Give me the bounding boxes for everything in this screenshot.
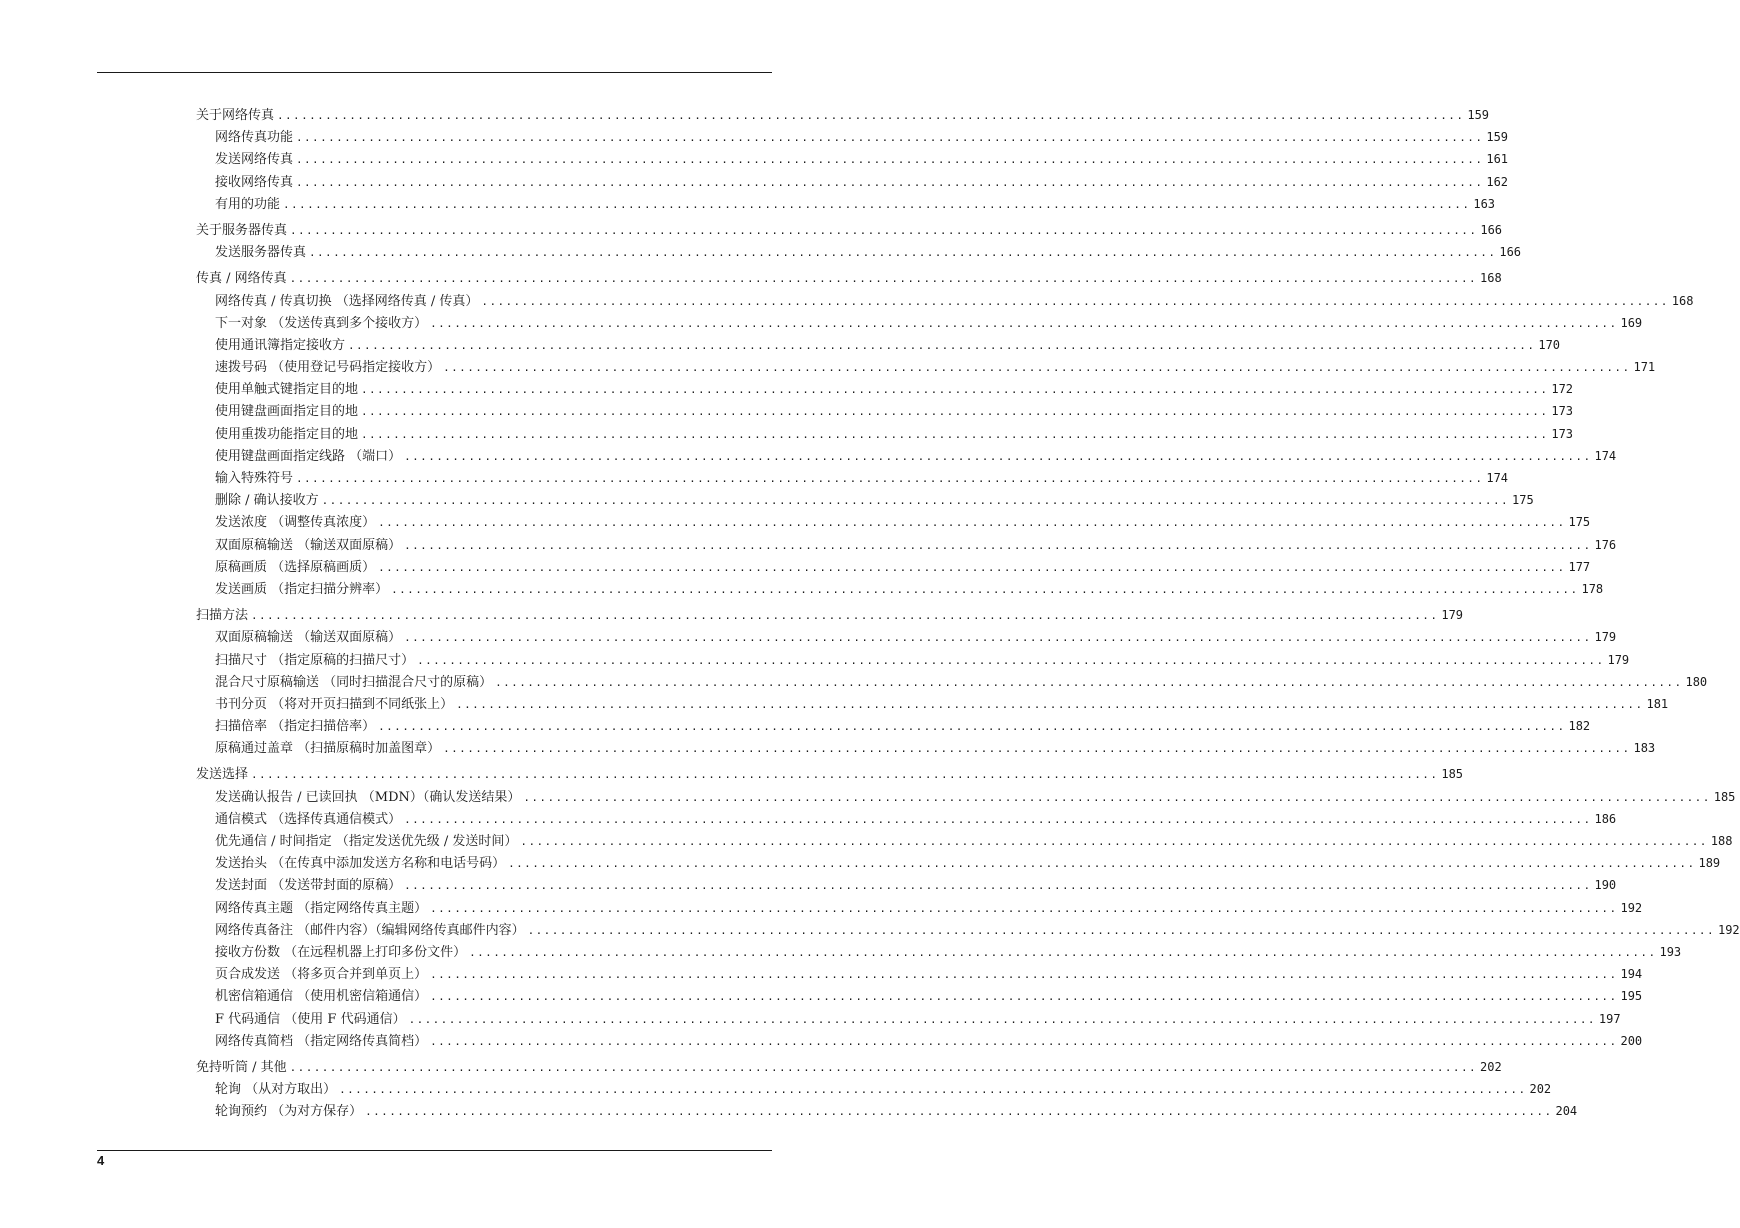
dot-leader: .................................................................................................................................................... [277,109,1465,122]
dot-leader: .................................................................................................................................................... [296,131,1484,145]
toc-entry-title: 关于网络传真 [196,108,275,123]
dot-leader: .................................................................................................................................................... [296,472,1484,485]
toc-subentry[interactable] [196,830,1733,852]
dot-leader: .................................................................................................................................................... [378,560,1566,574]
toc-subentry[interactable] [196,334,1561,356]
toc-subentry[interactable] [196,897,1643,919]
toc-subentry[interactable] [196,715,1591,737]
dot-leader: .................................................................................................................................................... [361,427,1549,441]
toc-entry-page: 162 [1486,174,1509,189]
toc-entry-page: 200 [1620,1033,1643,1048]
toc-entry-title: 扫描尺寸 （指定原稿的扫描尺寸） [215,652,415,668]
toc-subentry[interactable] [196,1030,1643,1052]
toc-section [196,763,1740,1051]
footer-rule [97,1150,772,1151]
toc-entry-page: 170 [1538,337,1561,352]
toc-entry-page: 183 [1633,741,1656,756]
toc-entry-title: 接收网络传真 [215,174,294,190]
toc-entry-page: 192 [1717,922,1740,937]
toc-entry-title: 使用单触式键指定目的地 [215,382,359,398]
toc-entry-title: 双面原稿输送 （输送双面原稿） [215,537,402,553]
toc-entry-title: 使用键盘画面指定目的地 [215,404,359,420]
toc-entry-page: 195 [1620,989,1643,1004]
toc-entry-page: 175 [1568,515,1591,530]
dot-leader: .................................................................................................................................................... [391,582,1579,596]
toc-entry-page: 185 [1713,789,1736,804]
toc-entry-page: 182 [1568,719,1591,734]
dot-leader: .................................................................................................................................................... [430,990,1618,1004]
dot-leader: .................................................................................................................................................... [469,945,1657,959]
toc-section-entry[interactable] [196,267,1502,289]
toc-entry-title: 免持听筒 / 其他 [196,1059,287,1075]
toc-entry-title: 扫描方法 [196,608,249,624]
dot-leader: .................................................................................................................................................... [309,246,1497,260]
toc-entry-page: 166 [1480,222,1503,237]
toc-entry-page: 179 [1441,608,1464,623]
dot-leader: .................................................................................................................................................... [289,272,1477,286]
toc-section [196,1056,1578,1123]
toc-entry-page: 169 [1620,315,1643,330]
toc-entry-page: 202 [1480,1059,1502,1074]
dot-leader: .................................................................................................................................................... [430,968,1618,982]
toc-subentry[interactable] [196,400,1574,422]
toc-entry-page: 204 [1555,1104,1578,1119]
toc-entry-title: 原稿通过盖章 （扫描原稿时加盖图章） [215,741,441,757]
toc-section [196,604,1708,759]
toc-entry-title: 发送抬头 （在传真中添加发送方名称和电话号码） [215,856,506,872]
toc-entry-page: 179 [1594,630,1617,645]
page-number: 4 [97,1153,105,1168]
toc-entry-page: 194 [1620,967,1643,982]
toc-entry-page: 176 [1594,537,1617,552]
dot-leader: .................................................................................................................................................... [430,901,1618,915]
toc-entry-title: 网络传真 / 传真切换 （选择网络传真 / 传真） [215,293,479,309]
toc-subentry[interactable] [196,126,1509,148]
toc-subentry[interactable] [196,378,1574,400]
toc-subentry[interactable] [196,148,1509,170]
toc-entry-title: 使用重拨功能指定目的地 [215,426,359,442]
toc-entry-title: 速拨号码 （使用登记号码指定接收方） [215,360,441,376]
dot-leader: .................................................................................................................................................... [404,631,1592,645]
toc-entry-page: 161 [1486,152,1509,167]
toc-entry-title: 双面原稿输送 （输送双面原稿） [215,630,402,646]
toc-entry-title: 网络传真备注 （邮件内容）（编辑网络传真邮件内容） [215,922,525,938]
toc-entry-title: 混合尺寸原稿输送 （同时扫描混合尺寸的原稿） [215,674,493,690]
header-rule [97,72,772,73]
toc-subentry[interactable] [196,1008,1621,1030]
toc-entry-page: 186 [1594,811,1617,826]
toc-entry-title: 发送画质 （指定扫描分辨率） [215,581,389,597]
toc-entry-page: 189 [1698,856,1721,871]
toc-subentry[interactable] [196,919,1740,941]
toc-entry-page: 171 [1633,360,1656,375]
toc-entry-page: 174 [1486,471,1509,485]
toc-subentry[interactable] [196,963,1643,985]
dot-leader: .................................................................................................................................................... [283,197,1471,211]
toc-entry-page: 159 [1467,108,1490,122]
toc-entry-page: 163 [1473,196,1496,211]
toc-entry-title: 有用的功能 [215,196,281,212]
dot-leader: .................................................................................................................................................... [361,383,1549,397]
toc-entry-title: 传真 / 网络传真 [196,271,287,287]
toc-section [196,104,1509,215]
toc-entry-page: 202 [1529,1082,1552,1097]
dot-leader: .................................................................................................................................................... [508,857,1696,871]
toc-subentry[interactable] [196,511,1591,533]
toc-subentry[interactable] [196,171,1509,193]
toc-entry-page: 173 [1551,426,1574,441]
toc-subentry[interactable] [196,290,1694,312]
toc-entry-title: 优先通信 / 时间指定 （指定发送优先级 / 发送时间） [215,834,518,849]
toc-subentry[interactable] [196,985,1643,1007]
toc-section-entry[interactable] [196,763,1464,785]
toc-subentry[interactable] [196,737,1656,759]
dot-leader: .................................................................................................................................................... [296,175,1484,189]
toc-entry-title: 页合成发送 （将多页合并到单页上） [215,967,428,983]
toc-subentry[interactable] [196,534,1617,556]
dot-leader: .................................................................................................................................................... [321,494,1509,508]
toc-entry-page: 192 [1620,900,1643,915]
toc-entry-title: 使用键盘画面指定线路 （端口） [215,448,402,464]
dot-leader: .................................................................................................................................................... [404,879,1592,893]
toc-subentry[interactable] [196,649,1630,671]
toc-entry-title: 发送浓度 （调整传真浓度） [215,515,376,531]
dot-leader: .................................................................................................................................................... [430,1034,1618,1048]
toc-subentry[interactable] [196,852,1721,874]
toc-section [196,267,1694,600]
toc-entry-title: F 代码通信 （使用 F 代码通信） [215,1011,406,1027]
dot-leader: .................................................................................................................................................... [290,223,1478,237]
toc-entry-page: 190 [1594,878,1617,893]
toc-entry-title: 原稿画质 （选择原稿画质） [215,559,376,575]
toc-subentry[interactable] [196,578,1604,600]
dot-leader: .................................................................................................................................................... [430,316,1618,330]
toc-subentry[interactable] [196,671,1708,693]
toc-entry-page: 177 [1568,559,1591,574]
dot-leader: .................................................................................................................................................... [348,338,1536,352]
toc-entry-title: 轮询 （从对方取出） [215,1082,337,1098]
toc-subentry[interactable] [196,556,1591,578]
toc-entry-title: 发送服务器传真 [215,245,307,261]
toc-entry-page: 172 [1551,382,1574,397]
dot-leader: .................................................................................................................................................... [495,675,1683,689]
toc-entry-page: 168 [1480,271,1502,286]
dot-leader: .................................................................................................................................................... [251,768,1439,782]
toc-entry-title: 发送选择 [196,767,249,783]
toc-entry-title: 发送确认报告 / 已读回执 （MDN）（确认发送结果） [215,789,521,805]
toc-section-entry[interactable] [196,104,1490,126]
toc-entry-title: 机密信箱通信 （使用机密信箱通信） [215,989,428,1005]
dot-leader: .................................................................................................................................................... [408,1012,1596,1026]
toc-subentry[interactable] [196,1100,1578,1122]
dot-leader: .................................................................................................................................................... [404,812,1592,826]
dot-leader: .................................................................................................................................................... [378,720,1566,734]
toc-subentry[interactable] [196,312,1643,334]
toc-subentry[interactable] [196,423,1574,445]
dot-leader: .................................................................................................................................................... [296,153,1484,167]
dot-leader: .................................................................................................................................................... [378,516,1566,530]
dot-leader: .................................................................................................................................................... [481,294,1669,308]
dot-leader: .................................................................................................................................................... [527,923,1715,937]
toc-entry-title: 发送封面 （发送带封面的原稿） [215,878,402,894]
dot-leader: .................................................................................................................................................... [289,1060,1477,1074]
dot-leader: .................................................................................................................................................... [361,405,1549,419]
dot-leader: .................................................................................................................................................... [365,1105,1553,1119]
toc-subentry[interactable] [196,1078,1552,1100]
toc-entry-page: 175 [1512,493,1534,508]
toc-entry-page: 197 [1598,1011,1621,1026]
toc-entry-title: 关于服务器传真 [196,222,288,238]
toc-subentry[interactable] [196,693,1669,715]
toc-entry-page: 185 [1441,767,1464,782]
toc-section-entry[interactable] [196,219,1503,241]
dot-leader: .................................................................................................................................................... [339,1083,1527,1097]
toc-entry-title: 书刊分页 （将对开页扫描到不同纸张上） [215,696,454,712]
toc-entry-title: 下一对象 （发送传真到多个接收方） [215,315,428,331]
toc-subentry[interactable] [196,356,1656,378]
toc-entry-page: 166 [1499,245,1522,260]
toc-subentry[interactable] [196,445,1617,467]
toc-entry-title: 删除 / 确认接收方 [215,493,319,509]
dot-leader: .................................................................................................................................................... [456,697,1644,711]
toc-entry-title: 发送网络传真 [215,152,294,168]
dot-leader: .................................................................................................................................................... [417,653,1605,667]
toc-entry-title: 通信模式 （选择传真通信模式） [215,811,402,827]
toc-section [196,219,1522,263]
toc-section-entry[interactable] [196,1056,1502,1078]
dot-leader: .................................................................................................................................................... [520,835,1708,848]
toc-entry-title: 输入特殊符号 [215,471,294,486]
toc-entry-page: 178 [1581,581,1604,596]
toc-entry-page: 168 [1671,293,1694,308]
dot-leader: .................................................................................................................................................... [404,538,1592,552]
table-of-contents [196,104,1740,1126]
toc-entry-title: 扫描倍率 （指定扫描倍率） [215,719,376,735]
toc-subentry[interactable] [196,874,1617,896]
toc-subentry[interactable] [196,467,1509,489]
toc-entry-page: 179 [1607,652,1630,667]
toc-subentry[interactable] [196,808,1617,830]
toc-entry-title: 网络传真主题 （指定网络传真主题） [215,900,428,916]
toc-entry-title: 网络传真功能 [215,130,294,146]
toc-entry-page: 181 [1646,696,1669,711]
toc-entry-title: 网络传真简档 （指定网络传真简档） [215,1033,428,1049]
toc-entry-page: 173 [1551,404,1574,419]
toc-section-entry[interactable] [196,604,1464,626]
toc-subentry[interactable] [196,241,1522,263]
toc-entry-title: 接收方份数 （在远程机器上打印多份文件） [215,944,467,960]
toc-subentry[interactable] [196,489,1534,511]
dot-leader: .................................................................................................................................................... [251,609,1439,623]
toc-entry-title: 使用通讯簿指定接收方 [215,337,346,353]
toc-subentry[interactable] [196,193,1496,215]
toc-entry-page: 193 [1659,944,1682,959]
dot-leader: .................................................................................................................................................... [404,449,1592,463]
dot-leader: .................................................................................................................................................... [443,361,1631,375]
toc-entry-page: 174 [1594,448,1617,463]
toc-entry-page: 180 [1685,674,1708,689]
toc-entry-page: 188 [1710,834,1733,848]
toc-entry-title: 轮询预约 （为对方保存） [215,1104,363,1120]
toc-subentry[interactable] [196,786,1736,808]
toc-subentry[interactable] [196,941,1682,963]
toc-entry-page: 159 [1486,130,1509,145]
toc-subentry[interactable] [196,626,1617,648]
dot-leader: .................................................................................................................................................... [443,742,1631,756]
dot-leader: .................................................................................................................................................... [523,790,1711,804]
